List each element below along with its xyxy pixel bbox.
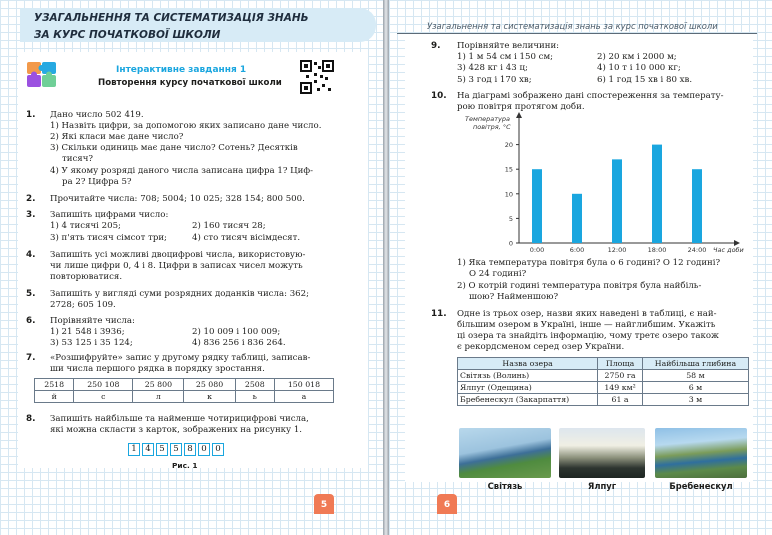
task-6-number: 6. bbox=[26, 316, 36, 326]
task-11-number: 11. bbox=[431, 309, 447, 319]
task-5-text: 2728; 605 109. bbox=[50, 300, 116, 310]
table-row bbox=[35, 391, 334, 403]
page-number-right: 6 bbox=[437, 494, 457, 514]
task-2-number: 2. bbox=[26, 194, 36, 204]
chart-bar bbox=[532, 169, 542, 243]
table-cell: 2508 bbox=[235, 379, 274, 391]
table-cell: к bbox=[184, 391, 235, 403]
x-axis-label: Час доби bbox=[713, 246, 744, 254]
task-9-item: 2) 20 км і 2000 м; bbox=[597, 52, 677, 62]
chart-bar bbox=[612, 159, 622, 243]
table-cell: Бребенескул (Закарпаття) bbox=[458, 394, 598, 406]
number-card: 0 bbox=[212, 443, 224, 456]
y-tick-label: 20 bbox=[504, 141, 513, 150]
cipher-table bbox=[34, 378, 334, 403]
task-3-item: 4) сто тисяч вісімдесят. bbox=[192, 233, 301, 243]
task-5-number: 5. bbox=[26, 289, 36, 299]
y-axis-label bbox=[465, 115, 511, 131]
table-header-cell: Назва озера bbox=[458, 358, 598, 370]
lake-svityaz-photo bbox=[459, 428, 551, 478]
x-tick-labels bbox=[530, 246, 707, 254]
task-3-item: 2) 160 тисяч 28; bbox=[192, 221, 266, 231]
task-10-text: На діаграмі зображено дані спостереження за температу- bbox=[457, 91, 724, 101]
task-7-text: «Розшифруйте» запис у другому рядку таблиці, записав- bbox=[50, 353, 311, 363]
right-page-header bbox=[397, 4, 757, 34]
task-10-item: О 24 годині? bbox=[469, 269, 527, 279]
task-10-text: рою повітря протягом доби. bbox=[457, 102, 585, 112]
task-1-number: 1. bbox=[26, 110, 36, 120]
chart-bars bbox=[532, 145, 702, 243]
lake-brebeneskul-photo bbox=[655, 428, 747, 478]
number-card: 5 bbox=[156, 443, 168, 456]
task-10-item: 1) Яка температура повітря була о 6 годині? О 12 годині? bbox=[457, 258, 721, 268]
task-11-text: ці озера та знайдіть інформацію, чому третє озеро також bbox=[457, 331, 719, 341]
figure-caption: Рис. 1 bbox=[172, 461, 198, 470]
task-7-text: ши числа першого рядка в порядку зростання. bbox=[50, 364, 265, 374]
right-page bbox=[389, 0, 772, 535]
chart-bar bbox=[692, 169, 702, 243]
y-tick-label: 5 bbox=[508, 214, 513, 223]
table-cell: 3 м bbox=[642, 394, 748, 406]
task-4-text: Запишіть усі можливі двоцифрові числа, використовую- bbox=[50, 250, 306, 260]
interactive-task-title: Інтерактивне завдання 1 bbox=[116, 65, 247, 75]
y-axis-arrow bbox=[516, 112, 522, 118]
table-row bbox=[458, 382, 749, 394]
task-9-item: 5) 3 год і 170 хв; bbox=[457, 75, 532, 85]
task-1-item: тисяч? bbox=[62, 154, 94, 164]
task-11-text: є рекордсменом серед озер України. bbox=[457, 342, 625, 352]
table-cell: 250 108 bbox=[74, 379, 133, 391]
task-10-item: 2) О котрій годині температура повітря була найбіль- bbox=[457, 281, 702, 291]
x-tick-label: 12:00 bbox=[607, 246, 627, 254]
table-cell: Ялпуг (Одещина) bbox=[458, 382, 598, 394]
task-2-text: Прочитайте числа: 708; 5004; 10 025; 328 154; 800 500. bbox=[50, 194, 305, 204]
task-1-item: ра 2? Цифра 5? bbox=[62, 177, 132, 187]
chart-bar bbox=[572, 194, 582, 243]
lakes-table bbox=[457, 357, 749, 406]
task-4-number: 4. bbox=[26, 250, 36, 260]
y-axis-label-line-1: Температура bbox=[465, 115, 510, 123]
table-cell: Світязь (Волинь) bbox=[458, 370, 598, 382]
table-cell: л bbox=[133, 391, 184, 403]
number-card: 0 bbox=[198, 443, 210, 456]
task-8-text: Запишіть найбільше та найменше чотирицифрові числа, bbox=[50, 414, 309, 424]
table-cell: ь bbox=[235, 391, 274, 403]
task-6-item: 1) 21 548 і 3936; bbox=[50, 327, 125, 337]
number-card: 4 bbox=[142, 443, 154, 456]
table-cell: 150 018 bbox=[274, 379, 333, 391]
table-header-row bbox=[458, 358, 749, 370]
task-6-item: 4) 836 256 і 836 264. bbox=[192, 338, 286, 348]
table-cell: 58 м bbox=[642, 370, 748, 382]
task-9-item: 3) 428 кг і 43 ц; bbox=[457, 63, 528, 73]
task-8-number: 8. bbox=[26, 414, 36, 424]
task-1-item: 4) У якому розряді даного числа записана цифра 1? Циф- bbox=[50, 166, 314, 176]
table-header-cell: Найбільша глибина bbox=[642, 358, 748, 370]
y-axis-label-line-2: повітря, °С bbox=[473, 123, 511, 131]
table-cell: 25 800 bbox=[133, 379, 184, 391]
table-cell: с bbox=[74, 391, 133, 403]
task-3-text: Запишіть цифрами число: bbox=[50, 210, 169, 220]
x-tick-label: 18:00 bbox=[647, 246, 667, 254]
running-header: Узагальнення та систематизація знань за курс початкової школи bbox=[427, 21, 718, 31]
table-row bbox=[35, 379, 334, 391]
task-1-item: 2) Які класи має дане число? bbox=[50, 132, 184, 142]
table-cell: 149 км² bbox=[598, 382, 643, 394]
table-cell: а bbox=[274, 391, 333, 403]
x-tick-label: 24:00 bbox=[687, 246, 707, 254]
task-10-item: шою? Найменшою? bbox=[469, 292, 559, 302]
task-3-item: 1) 4 тисячі 205; bbox=[50, 221, 121, 231]
task-9-item: 1) 1 м 54 см і 150 см; bbox=[457, 52, 554, 62]
photo-caption: Бребенескул bbox=[669, 481, 733, 491]
photo-caption: Ялпуг bbox=[587, 481, 617, 491]
header-line-2: ЗА КУРС ПОЧАТКОВОЇ ШКОЛИ bbox=[34, 29, 221, 41]
task-11-text: більшим озером в Україні, інше — найглибшим. Укажіть bbox=[457, 320, 716, 330]
table-cell: 2518 bbox=[35, 379, 74, 391]
y-tick-labels bbox=[505, 141, 519, 247]
task-6-text: Порівняйте числа: bbox=[50, 316, 135, 326]
task-10-number: 10. bbox=[431, 91, 447, 101]
task-1-text: Дано число 502 419. bbox=[50, 110, 144, 120]
task-5-text: Запишіть у вигляді суми розрядних доданків числа: 362; bbox=[50, 289, 309, 299]
table-row bbox=[458, 394, 749, 406]
photo-caption: Світязь bbox=[487, 481, 523, 491]
chart-axes bbox=[516, 112, 740, 246]
temperature-chart bbox=[459, 112, 749, 256]
table-cell: й bbox=[35, 391, 74, 403]
task-4-text: повторюватися. bbox=[50, 272, 123, 282]
task-1-item: 3) Скільки одиниць має дане число? Сотень? Десятків bbox=[50, 143, 298, 153]
task-3-item: 3) п'ять тисяч сімсот три; bbox=[50, 233, 167, 243]
table-cell: 61 а bbox=[598, 394, 643, 406]
chart-bar bbox=[652, 145, 662, 243]
task-8-text: які можна скласти з карток, зображених на рисунку 1. bbox=[50, 425, 303, 435]
table-row bbox=[458, 370, 749, 382]
task-6-item: 3) 53 125 і 35 124; bbox=[50, 338, 133, 348]
task-9-item: 6) 1 год 15 хв і 80 хв. bbox=[597, 75, 693, 85]
task-4-text: чи лише цифри 0, 4 і 8. Цифри в записах чисел можуть bbox=[50, 261, 303, 271]
x-tick-label: 0:00 bbox=[529, 246, 545, 254]
lake-yalpuh-photo bbox=[559, 428, 645, 478]
task-11-text: Одне із трьох озер, назви яких наведені в таблиці, є най- bbox=[457, 309, 717, 319]
task-9-number: 9. bbox=[431, 41, 441, 51]
header-line-1: УЗАГАЛЬНЕННЯ ТА СИСТЕМАТИЗАЦІЯ ЗНАНЬ bbox=[34, 12, 309, 24]
x-tick-label: 6:00 bbox=[569, 246, 585, 254]
y-tick-label: 0 bbox=[508, 239, 513, 248]
table-cell: 25 080 bbox=[184, 379, 235, 391]
number-card: 1 bbox=[128, 443, 140, 456]
interactive-task-subtitle: Повторення курсу початкової школи bbox=[98, 78, 282, 88]
number-card: 5 bbox=[170, 443, 182, 456]
number-card: 8 bbox=[184, 443, 196, 456]
task-7-number: 7. bbox=[26, 353, 36, 363]
task-1-item: 1) Назвіть цифри, за допомогою яких записано дане число. bbox=[50, 121, 322, 131]
y-tick-label: 15 bbox=[504, 165, 513, 174]
page-number-left: 5 bbox=[314, 494, 334, 514]
y-tick-label: 10 bbox=[504, 190, 513, 199]
task-6-item: 2) 10 009 і 100 009; bbox=[192, 327, 281, 337]
task-9-text: Порівняйте величини: bbox=[457, 41, 560, 51]
task-3-number: 3. bbox=[26, 210, 36, 220]
table-cell: 2750 га bbox=[598, 370, 643, 382]
left-page bbox=[0, 0, 383, 535]
table-cell: 6 м bbox=[642, 382, 748, 394]
task-9-item: 4) 10 т і 10 000 кг; bbox=[597, 63, 681, 73]
table-header-cell: Площа bbox=[598, 358, 643, 370]
